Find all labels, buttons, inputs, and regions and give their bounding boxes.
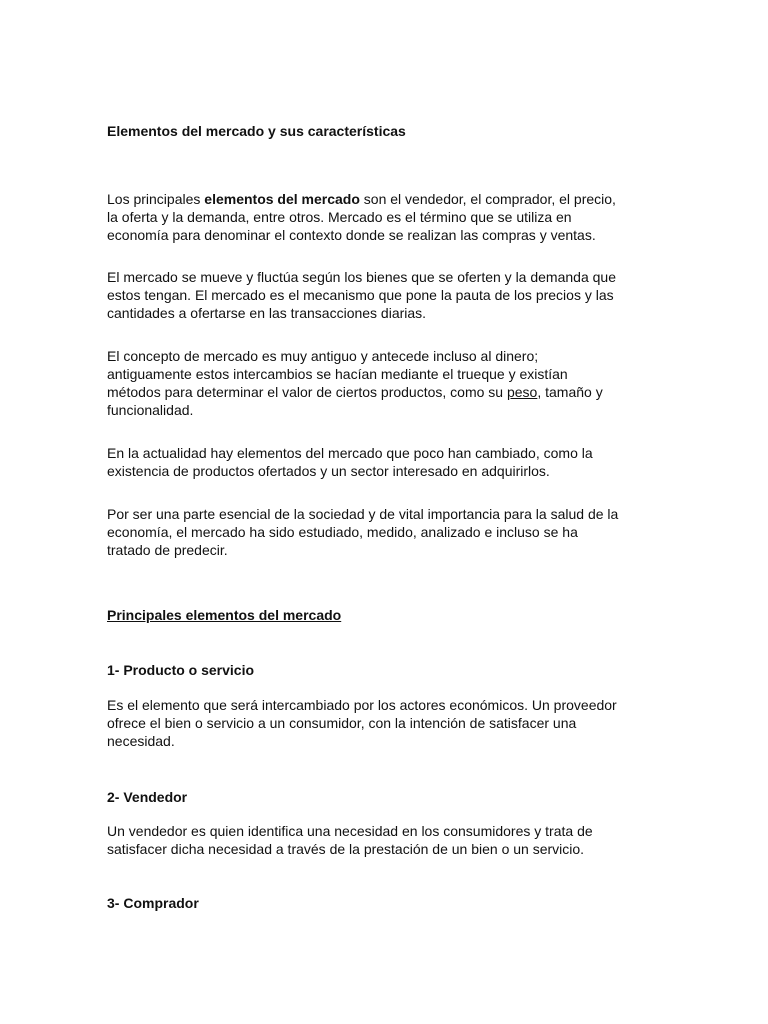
- intro-paragraph-5: [107, 505, 667, 559]
- intro-paragraph-4: [107, 444, 667, 480]
- paragraph-line: ofrece el bien o servicio a un consumidor, con la intención de satisfacer una: [107, 715, 577, 731]
- paragraph-line: antiguamente estos intercambios se hacían mediante el trueque y existían: [107, 366, 568, 382]
- item-paragraph-2: [107, 822, 667, 858]
- text-span: Los principales: [107, 191, 205, 207]
- peso-link[interactable]: peso: [506, 384, 538, 400]
- intro-paragraph-2: [107, 268, 667, 322]
- paragraph-line: Un vendedor es quien identifica una necesidad en los consumidores y trata de: [107, 823, 593, 839]
- paragraph-line: economía para denominar el contexto donde se realizan las compras y ventas.: [107, 227, 596, 243]
- paragraph-line: El mercado se mueve y fluctúa según los bienes que se oferten y la demanda que: [107, 269, 616, 285]
- paragraph-line: cantidades a ofertarse en las transacciones diarias.: [107, 305, 427, 321]
- paragraph-line: Es el elemento que será intercambiado por los actores económicos. Un proveedor: [107, 697, 617, 713]
- paragraph-line: En la actualidad hay elementos del mercado que poco han cambiado, como la: [107, 445, 593, 461]
- item-heading-2: 2- Vendedor: [107, 789, 188, 805]
- bold-term: elementos del mercado: [204, 191, 360, 207]
- paragraph-line: estos tengan. El mercado es el mecanismo que pone la pauta de los precios y las: [107, 287, 614, 303]
- paragraph-line: economía, el mercado ha sido estudiado, medido, analizado e incluso se ha: [107, 524, 578, 540]
- paragraph-line: funcionalidad.: [107, 402, 194, 418]
- item-paragraph-1: [107, 696, 667, 750]
- paragraph-line: [107, 190, 667, 208]
- section-heading: Principales elementos del mercado: [107, 607, 342, 623]
- text-span: son el vendedor, el comprador, el precio,: [359, 191, 616, 207]
- paragraph-line: El concepto de mercado es muy antiguo y antecede incluso al dinero;: [107, 348, 539, 364]
- text-span: , tamaño y: [537, 384, 603, 400]
- paragraph-line: Por ser una parte esencial de la sociedad y de vital importancia para la salud de la: [107, 506, 619, 522]
- item-heading-3: 3- Comprador: [107, 895, 199, 911]
- paragraph-line: satisfacer dicha necesidad a través de la prestación de un bien o un servicio.: [107, 841, 585, 857]
- paragraph-line: necesidad.: [107, 733, 175, 749]
- text-span: métodos para determinar el valor de ciertos productos, como su: [107, 384, 507, 400]
- paragraph-line: tratado de predecir.: [107, 542, 228, 558]
- paragraph-line: existencia de productos ofertados y un sector interesado en adquirirlos.: [107, 463, 550, 479]
- paragraph-line: la oferta y la demanda, entre otros. Mercado es el término que se utiliza en: [107, 209, 572, 225]
- item-heading-1: 1- Producto o servicio: [107, 662, 255, 678]
- intro-paragraph-3: [107, 347, 667, 419]
- document-title: Elementos del mercado y sus características: [107, 123, 406, 139]
- paragraph-line: [107, 383, 667, 401]
- intro-paragraph-1: [107, 190, 667, 244]
